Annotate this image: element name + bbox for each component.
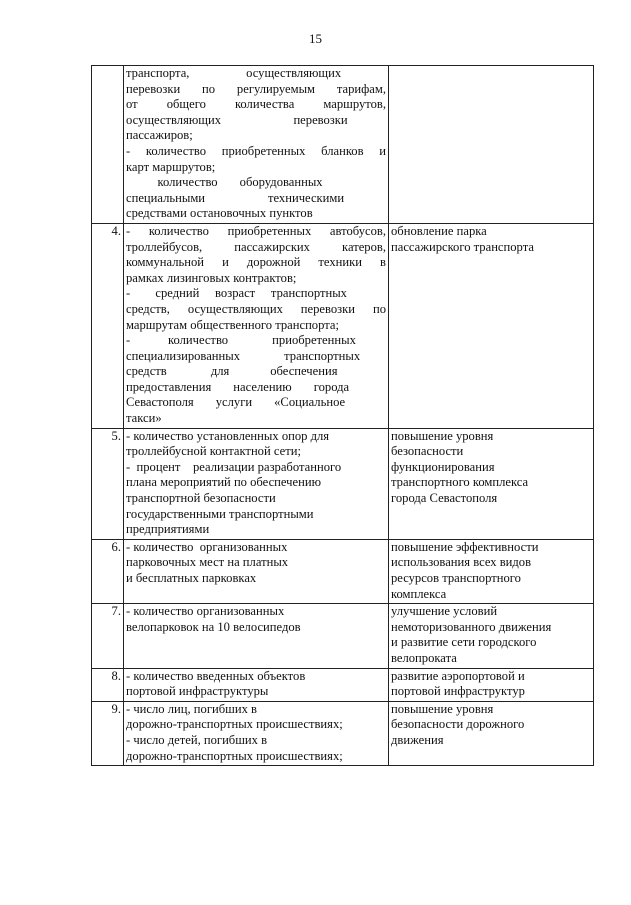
indicator-line: специализированных транспортных: [126, 348, 361, 363]
table-row: [92, 223, 594, 428]
indicator-line: карт маршрутов;: [126, 159, 216, 174]
indicator-line: дорожно-транспортных происшествиях;: [126, 717, 343, 732]
indicator-line: - количество приобретенных бланков и: [126, 143, 386, 158]
indicator-line: - число лиц, погибших в: [126, 701, 257, 716]
indicator-line: - количество приобретенных автобусов,: [126, 223, 386, 238]
result-cell: [389, 604, 594, 668]
indicator-line: предоставления населению города: [126, 379, 350, 394]
indicator-line: средств для обеспечения: [126, 364, 338, 379]
indicator-line: транспорта, осуществляющих: [126, 66, 342, 80]
indicator-line: троллейбусной контактной сети;: [126, 444, 301, 459]
result-line: повышение уровня: [391, 701, 494, 716]
row-number: [92, 66, 124, 224]
result-line: движения: [391, 732, 444, 747]
row-number: 7.: [92, 604, 124, 668]
indicator-line: - количество введенных объектов: [126, 668, 306, 683]
result-line: велопроката: [391, 650, 457, 665]
indicators-table: [91, 65, 594, 766]
indicator-line: Севастополя услуги «Социальное: [126, 395, 346, 410]
result-cell: [389, 223, 594, 428]
table-row: [92, 428, 594, 539]
result-line: пассажирского транспорта: [391, 239, 534, 254]
indicator-line: портовой инфраструктуры: [126, 684, 269, 699]
indicator-line: от общего количества маршрутов,: [126, 97, 386, 112]
result-line: портовой инфраструктур: [391, 684, 525, 699]
result-line: повышение эффективности: [391, 539, 539, 554]
result-line: и развитие сети городского: [391, 635, 537, 650]
row-number: 6.: [92, 539, 124, 603]
indicator-line: троллейбусов, пассажирских катеров,: [126, 239, 386, 254]
result-line: безопасности дорожного: [391, 717, 525, 732]
result-line: использования всех видов: [391, 555, 532, 570]
indicator-line: средств, осуществляющих перевозки по: [126, 301, 386, 316]
table-row: [92, 668, 594, 701]
row-number: 9.: [92, 701, 124, 765]
table-row: [92, 66, 594, 224]
indicator-cell: [124, 223, 389, 428]
indicator-line: осуществляющих перевозки: [126, 112, 348, 127]
indicator-line: специальными техническими: [126, 190, 345, 205]
result-cell: [389, 66, 594, 224]
result-cell: [389, 701, 594, 765]
indicator-line: такси»: [126, 411, 162, 426]
result-line: города Севастополя: [391, 491, 498, 506]
indicator-line: рамках лизинговых контрактов;: [126, 270, 297, 285]
indicator-line: парковочных мест на платных: [126, 555, 289, 570]
indicator-cell: [124, 701, 389, 765]
indicator-line: перевозки по регулируемым тарифам,: [126, 81, 386, 96]
result-line: развитие аэропортовой и: [391, 668, 525, 683]
indicator-line: государственными транспортными: [126, 506, 314, 521]
indicator-line: дорожно-транспортных происшествиях;: [126, 748, 343, 763]
indicator-line: транспортной безопасности: [126, 491, 276, 506]
indicator-line: средствами остановочных пунктов: [126, 206, 313, 221]
result-line: улучшение условий: [391, 604, 498, 619]
row-number: 5.: [92, 428, 124, 539]
indicator-line: количество оборудованных: [126, 175, 323, 190]
page-number: 15: [309, 31, 322, 46]
result-line: повышение уровня: [391, 428, 494, 443]
result-cell: [389, 428, 594, 539]
result-line: транспортного комплекса: [391, 475, 529, 490]
result-line: комплекса: [391, 586, 447, 601]
table-row: [92, 701, 594, 765]
indicator-cell: [124, 668, 389, 701]
table-row: [92, 539, 594, 603]
indicator-line: предприятиями: [126, 522, 210, 537]
result-cell: [389, 668, 594, 701]
indicator-cell: [124, 604, 389, 668]
indicator-cell: [124, 539, 389, 603]
indicator-line: пассажиров;: [126, 128, 193, 143]
result-line: ресурсов транспортного: [391, 571, 521, 585]
indicator-cell: [124, 66, 389, 224]
result-cell: [389, 539, 594, 603]
indicator-line: - процент реализации разработанного: [126, 459, 342, 474]
indicator-line: - число детей, погибших в: [126, 732, 268, 747]
indicator-line: - количество приобретенных: [126, 333, 356, 348]
indicator-line: плана мероприятий по обеспечению: [126, 475, 321, 490]
indicator-line: - количество организованных: [126, 604, 285, 619]
indicator-line: - средний возраст транспортных: [126, 286, 347, 301]
indicator-line: - количество организованных: [126, 539, 288, 554]
row-number: 8.: [92, 668, 124, 701]
indicator-line: маршрутам общественного транспорта;: [126, 317, 339, 332]
table-body: [92, 66, 594, 766]
result-line: обновление парка: [391, 223, 487, 238]
result-line: функционирования: [391, 459, 495, 474]
indicator-line: коммунальной и дорожной техники в: [126, 255, 386, 270]
row-number: 4.: [92, 223, 124, 428]
result-line: немоторизованного движения: [391, 619, 552, 634]
indicator-line: и бесплатных парковках: [126, 571, 257, 585]
table-row: [92, 604, 594, 668]
indicator-line: велопарковок на 10 велосипедов: [126, 619, 301, 634]
indicator-cell: [124, 428, 389, 539]
result-line: безопасности: [391, 444, 464, 459]
indicator-line: - количество установленных опор для: [126, 428, 330, 443]
